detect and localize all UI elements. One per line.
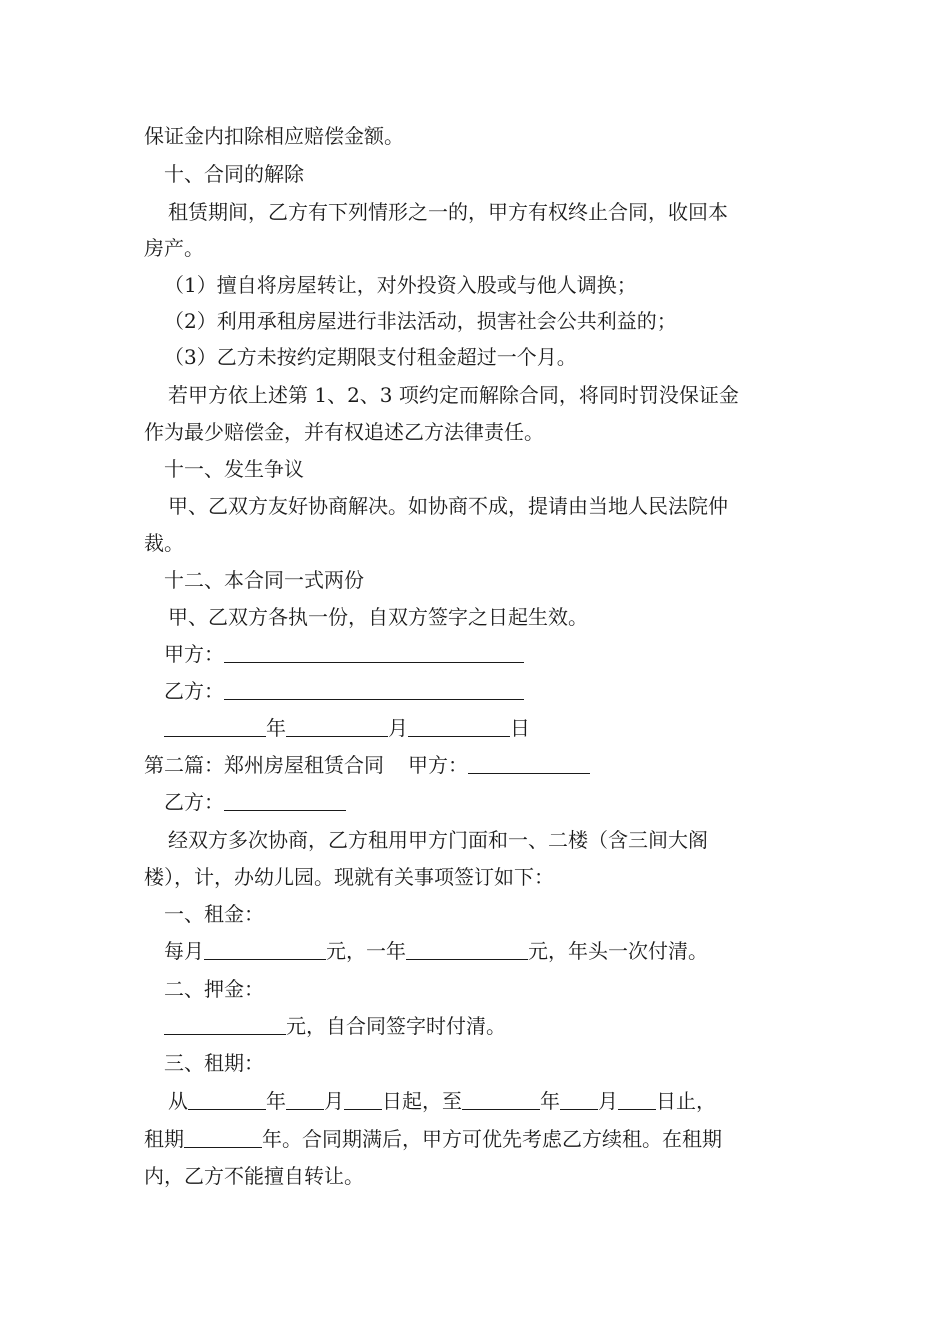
text-line: 保证金内扣除相应赔偿金额。 <box>144 124 404 148</box>
section-heading: 一、租金： <box>164 902 264 926</box>
day-label: 日 <box>510 716 530 740</box>
end-label: 日止， <box>656 1089 716 1113</box>
text-line: 楼），计，办幼儿园。现就有关事项签订如下： <box>144 865 554 889</box>
blank-field <box>188 1087 266 1110</box>
lease-period-line <box>144 1124 722 1154</box>
blank-field <box>468 751 590 774</box>
section-heading: 二、押金： <box>164 977 264 1001</box>
blank-field <box>204 937 326 960</box>
blank-field <box>224 788 346 811</box>
text-line: 作为最少赔偿金，并有权追述乙方法律责任。 <box>144 420 544 444</box>
section-heading: 三、租期： <box>164 1051 264 1075</box>
month-label: 月 <box>598 1089 618 1113</box>
blank-field <box>224 640 524 663</box>
until-label: 日起，至 <box>382 1089 462 1113</box>
blank-field <box>164 1012 286 1035</box>
deposit-note: 元，自合同签字时付清。 <box>286 1014 506 1038</box>
list-item: （2）利用承租房屋进行非法活动，损害社会公共利益的； <box>164 309 677 333</box>
payment-note: 元，年头一次付清。 <box>528 939 708 963</box>
lease-term-line <box>168 1086 716 1116</box>
list-item: （1）擅自将房屋转让，对外投资入股或与他人调换； <box>164 273 637 297</box>
renewal-note: 年。合同期满后，甲方可优先考虑乙方续租。在租期 <box>262 1127 722 1151</box>
party-a-signature-line <box>164 639 524 669</box>
second-contract-title-line <box>144 750 590 780</box>
year-label: 年 <box>540 1089 560 1113</box>
blank-field <box>462 1087 540 1110</box>
rent-line <box>164 936 708 966</box>
party-a-label: 甲方： <box>408 753 468 777</box>
text-line: 内，乙方不能擅自转让。 <box>144 1164 364 1188</box>
blank-field <box>560 1087 598 1110</box>
blank-field <box>408 714 510 737</box>
section-heading: 十二、本合同一式两份 <box>164 568 364 592</box>
text-line: 房产。 <box>144 236 204 260</box>
list-item: （3）乙方未按约定期限支付租金超过一个月。 <box>164 345 577 369</box>
date-line <box>164 713 530 743</box>
party-b-line <box>164 787 346 817</box>
blank-field <box>184 1125 262 1148</box>
period-label: 租期 <box>144 1127 184 1151</box>
blank-field <box>344 1087 382 1110</box>
party-a-label: 甲方： <box>164 642 224 666</box>
year-label: 年 <box>266 716 286 740</box>
monthly-label: 每月 <box>164 939 204 963</box>
month-label: 月 <box>324 1089 344 1113</box>
section-heading: 十一、发生争议 <box>164 457 304 481</box>
deposit-line <box>164 1011 506 1041</box>
blank-field <box>286 714 388 737</box>
party-b-signature-line <box>164 676 524 706</box>
month-label: 月 <box>388 716 408 740</box>
yearly-label: 元，一年 <box>326 939 406 963</box>
text-line: 甲、乙双方各执一份，自双方签字之日起生效。 <box>168 605 588 629</box>
blank-field <box>618 1087 656 1110</box>
year-label: 年 <box>266 1089 286 1113</box>
party-b-label: 乙方： <box>164 679 224 703</box>
second-contract-title: 第二篇：郑州房屋租赁合同 <box>144 753 384 777</box>
party-b-label: 乙方： <box>164 790 224 814</box>
text-line: 租赁期间，乙方有下列情形之一的，甲方有权终止合同，收回本 <box>168 200 728 224</box>
blank-field <box>224 677 524 700</box>
blank-field <box>406 937 528 960</box>
blank-field <box>164 714 266 737</box>
from-label: 从 <box>168 1089 188 1113</box>
section-heading: 十、合同的解除 <box>164 162 304 186</box>
text-line: 甲、乙双方友好协商解决。如协商不成，提请由当地人民法院仲 <box>168 494 728 518</box>
blank-field <box>286 1087 324 1110</box>
text-line: 经双方多次协商，乙方租用甲方门面和一、二楼（含三间大阁 <box>168 828 708 852</box>
text-line: 若甲方依上述第 1、2、3 项约定而解除合同，将同时罚没保证金 <box>168 383 739 407</box>
text-line: 裁。 <box>144 531 184 555</box>
